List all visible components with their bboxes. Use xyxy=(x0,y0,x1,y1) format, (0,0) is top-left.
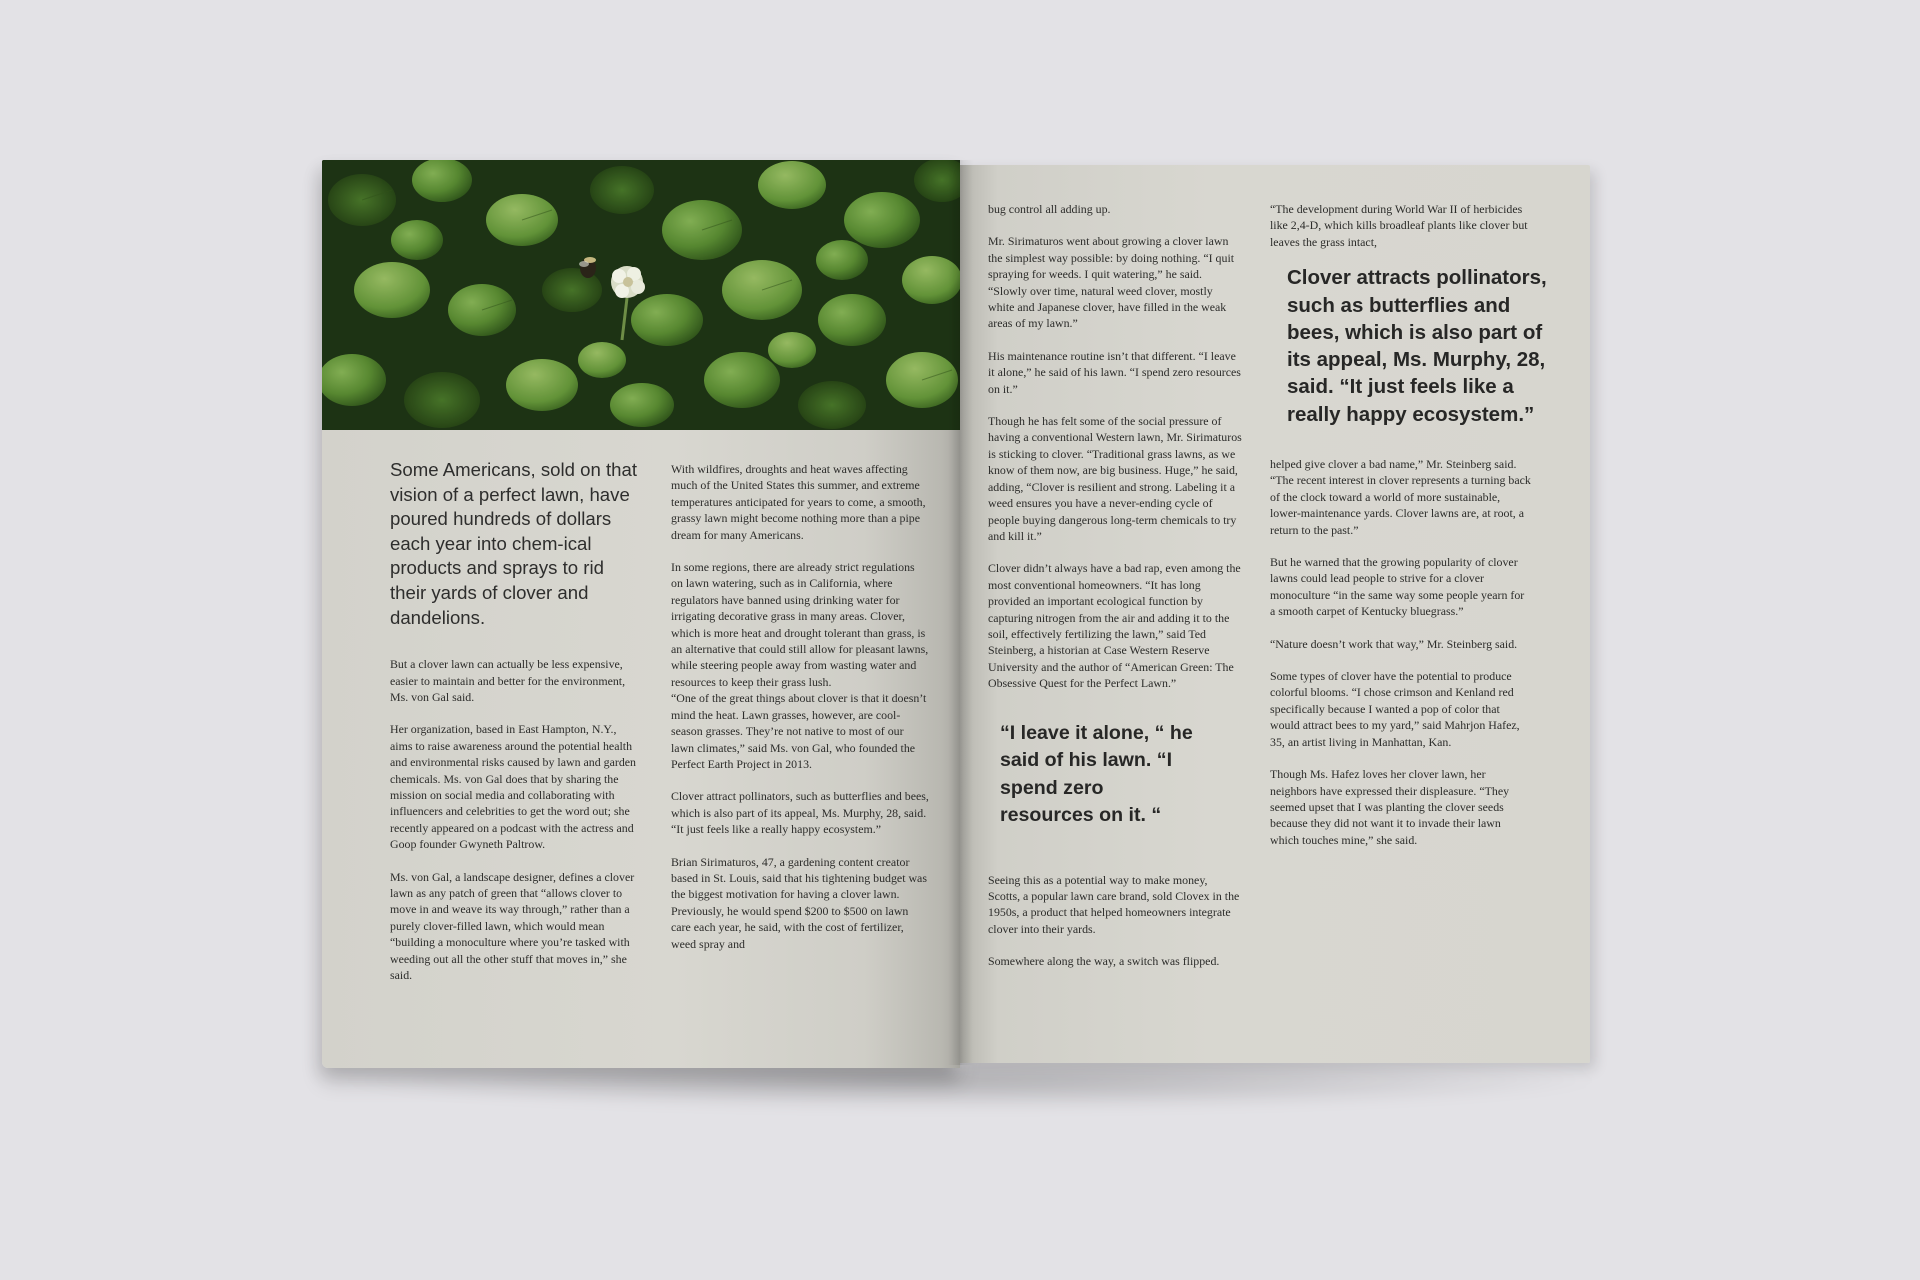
body-paragraph: “Nature doesn’t work that way,” Mr. Steinberg said. xyxy=(1270,636,1518,651)
body-paragraph: bug control all adding up. xyxy=(988,202,1111,216)
pull-quote-text: Clover attracts pollinators, such as butterflies and bees, which is also part of its appeal, Ms. Murphy, 28, said. “It just feels like a really happy ecosystem.” xyxy=(1287,266,1547,426)
right-page xyxy=(960,165,1590,1063)
body-paragraph: Mr. Sirimaturos went about growing a clover lawn the simplest way possible: by doing nothing. “I quit spraying for weeds. I quit watering,” he said. “Slowly over time, natural weed clover, mostly white and Japanese clover, have filled in the weak areas of my lawn.” xyxy=(988,234,1235,331)
body-paragraph: His maintenance routine isn’t that different. “I leave it alone,” he said of his lawn. “I spend zero resources on it.” xyxy=(988,348,1241,396)
pull-quote-text: “I leave it alone, “ he said of his lawn. “I spend zero resources on it. “ xyxy=(1000,721,1193,827)
body-paragraph: “The development during World War II of herbicides like 2,4-D, which kills broadleaf plants like clover but leaves the grass intact, xyxy=(1270,202,1528,249)
body-paragraph: Brian Sirimaturos, 47, a gardening content creator based in St. Louis, said that his tightening budget was the biggest motivation for having a clover lawn. Previously, he would spend $200 to $500 on lawn care each year, he said, with the cost of fertilizer, weed spray and xyxy=(671,854,927,951)
clover-photo xyxy=(322,160,960,430)
right-column-1 xyxy=(988,201,1242,986)
body-paragraph: But a clover lawn can actually be less expensive, easier to maintain and better for the environment, Ms. von Gal said. xyxy=(390,657,626,704)
body-paragraph: Some types of clover have the potential to produce colorful blooms. “I chose crimson and Kenland red specifically because I wanted a pop of color that would attract bees to my yard,” said Mahrjon Hafez, 35, an artist living in Manhattan, Kan. xyxy=(1270,669,1520,749)
body-paragraph: Though Ms. Hafez loves her clover lawn, her neighbors have expressed their displeasure. “They seemed upset that I was planting the clover seeds because they did not want it to invade their lawn which touches mine,” she said. xyxy=(1270,767,1510,847)
body-paragraph: In some regions, there are already strict regulations on lawn watering, such as in California, where regulators have banned using drinking water for irrigating decorative grass in many areas. Clover, which is more heat and drought tolerant than grass, is an alternative that could still allow for pleasant lawns, while steering people away from wasting water and resources to keep their grass lush. xyxy=(671,560,929,689)
body-paragraph: “One of the great things about clover is that it doesn’t mind the heat. Lawn grasses, however, are cool-season grasses. They’re not native to most of our lawn climates,” said Ms. von Gal, who founded the Perfect Earth Project in 2013. xyxy=(671,691,927,771)
body-paragraph: Though he has felt some of the social pressure of having a conventional Western lawn, Mr. Sirimaturos is sticking to clover. “Traditional grass lawns, as we know of them now, are big business. Huge,” he said, adding, “Clover is resilient and strong. Labeling it a weed ensures you have a never-ending cycle of people buying dangerous long-term chemicals to try and kill it.” xyxy=(988,414,1242,543)
body-paragraph: Seeing this as a potential way to make money, Scotts, a popular lawn care brand, sold Clovex in the 1950s, a product that helped homeowners integrate clover into their yards. xyxy=(988,872,1240,936)
clover-photo-image xyxy=(322,160,960,430)
lead-paragraph: Some Americans, sold on that vision of a perfect lawn, have poured hundreds of dollars each year into chem-ical products and sprays to rid their yards of clover and dandelions. xyxy=(390,459,638,628)
left-column-1 xyxy=(390,458,638,999)
body-paragraph: With wildfires, droughts and heat waves affecting much of the United States this summer, and extreme temperatures anticipated for years to come, a smooth, grassy lawn might become nothing more than a pipe dream for many Americans. xyxy=(671,462,926,542)
body-paragraph: Ms. von Gal, a landscape designer, defines a clover lawn as any patch of green that “allows clover to move in and weave its way through,” rather than a purely clover-filled lawn, which would mean “building a monoculture where you’re tasked with weeding out all the other stuff that moves in,” she said. xyxy=(390,869,635,983)
body-paragraph: Clover didn’t always have a bad rap, even among the most conventional homeowners. “It has long provided an important ecological function by capturing nitrogen from the air and adding it to the soil, effectively fertilizing the lawn,” said Ted Steinberg, a historian at Case Western Reserve University and the author of “American Green: The Obsessive Quest for the Perfect Lawn.” xyxy=(988,561,1241,691)
pull-quote-small xyxy=(988,708,1200,830)
left-page xyxy=(322,160,960,1068)
body-paragraph: Her organization, based in East Hampton, N.Y., aims to raise awareness around the potential health and environmental risks caused by lawn and garden chemicals. Ms. von Gal does that by sharing the mission on social media and collaborating with influencers and celebrities to get the word out; she recently appeared on a podcast with the actress and Goop founder Gwyneth Paltrow. xyxy=(390,722,636,852)
pull-quote-large xyxy=(1270,264,1555,428)
right-column-2 xyxy=(1270,201,1547,864)
left-column-2 xyxy=(671,461,929,968)
body-paragraph: Somewhere along the way, a switch was flipped. xyxy=(988,954,1220,969)
body-paragraph: helped give clover a bad name,” Mr. Steinberg said. “The recent interest in clover represents a turning back of the clock toward a world of more sustainable, lower-maintenance yards. Clover lawns are, at root, a return to the past.” xyxy=(1270,457,1531,537)
body-paragraph: But he warned that the growing popularity of clover lawns could lead people to strive for a clover monoculture “in the same way some people yearn for a smooth carpet of Kentucky bluegrass.” xyxy=(1270,555,1525,619)
body-paragraph: Clover attract pollinators, such as butterflies and bees, which is also part of its appeal, Ms. Murphy, 28, said. “It just feels like a really happy ecosystem.” xyxy=(671,789,929,837)
